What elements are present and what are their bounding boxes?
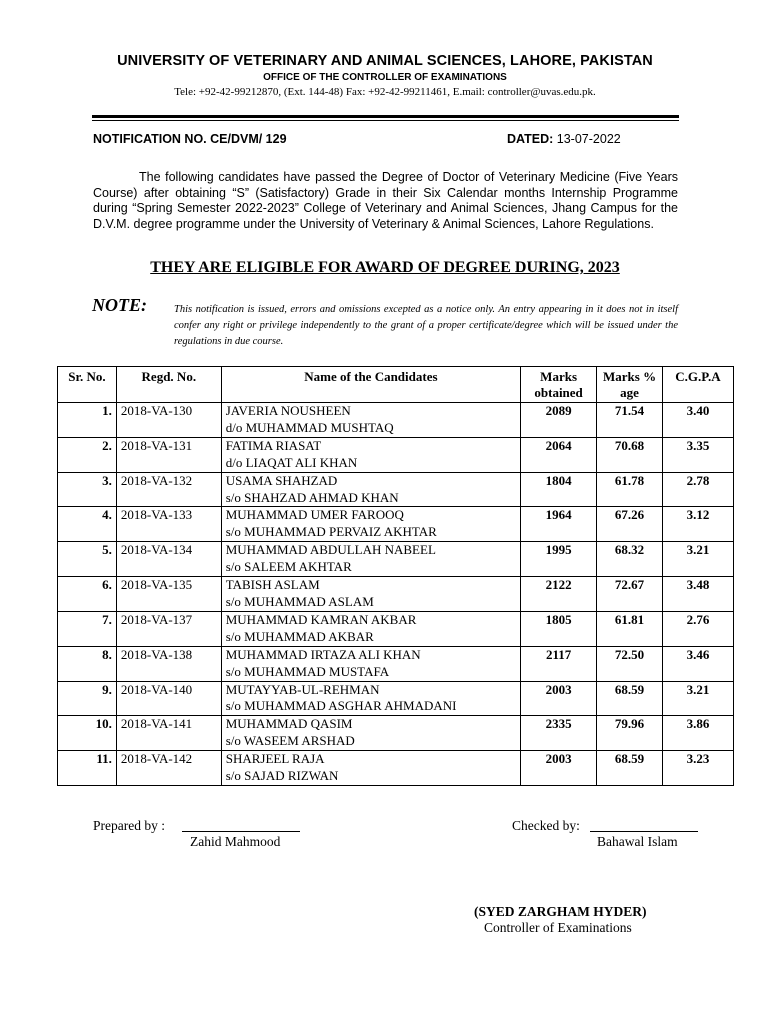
cell-marks: 1805	[521, 611, 597, 646]
cell-marks: 2003	[521, 681, 597, 716]
notification-date	[507, 132, 621, 146]
header-rule-thick	[92, 115, 679, 118]
candidate-parent: s/o WASEEM ARSHAD	[225, 733, 355, 749]
table-row	[58, 507, 734, 542]
note-label: NOTE:	[92, 295, 147, 315]
candidate-parent: s/o SALEEM AKHTAR	[225, 559, 352, 575]
header-sr: Sr. No.	[58, 367, 117, 403]
cell-sr: 3.	[58, 472, 117, 507]
cell-regd: 2018-VA-130	[116, 403, 221, 438]
cell-cgpa: 3.48	[663, 577, 734, 612]
cell-marks: 2117	[521, 646, 597, 681]
cell-marks: 2064	[521, 437, 597, 472]
cell-sr: 1.	[58, 403, 117, 438]
cell-sr: 7.	[58, 611, 117, 646]
cell-name	[221, 681, 520, 716]
cell-regd: 2018-VA-135	[116, 577, 221, 612]
candidate-name: JAVERIA NOUSHEEN	[225, 403, 351, 418]
prepared-by-label: Prepared by :	[93, 818, 165, 833]
cell-regd: 2018-VA-138	[116, 646, 221, 681]
header-name: Name of the Candidates	[221, 367, 520, 403]
cell-marks: 1995	[521, 542, 597, 577]
cell-name	[221, 577, 520, 612]
cell-name	[221, 611, 520, 646]
cell-marks: 2122	[521, 577, 597, 612]
candidate-parent: s/o MUHAMMAD AKBAR	[225, 628, 374, 644]
cell-cgpa: 3.46	[663, 646, 734, 681]
cell-sr: 6.	[58, 577, 117, 612]
cell-cgpa: 3.21	[663, 681, 734, 716]
candidate-name: MUHAMMAD QASIM	[225, 716, 353, 732]
body-paragraph: The following candidates have passed the Degree of Doctor of Veterinary Medicine (Five Years Course) after obtaining “S” (Satisfactory) Grade in their Six Calendar months Internship Programme during “Spring Semester 2022-2023” College of Veterinary and Animal Sciences, Jhang Campus for the D.V.M. degree programme under the University of Veterinary & Animal Sciences, Lahore Regulations.	[93, 170, 678, 231]
cell-pct: 68.59	[597, 681, 663, 716]
cell-marks: 2003	[521, 751, 597, 786]
candidate-name: MUHAMMAD ABDULLAH NABEEL	[225, 542, 436, 558]
candidate-name: TABISH ASLAM	[225, 577, 320, 593]
cell-cgpa: 2.78	[663, 472, 734, 507]
table-row	[58, 611, 734, 646]
cell-sr: 4.	[58, 507, 117, 542]
cell-name	[221, 507, 520, 542]
cell-regd: 2018-VA-141	[116, 716, 221, 751]
cell-name	[221, 437, 520, 472]
cell-name	[221, 646, 520, 681]
cell-regd: 2018-VA-137	[116, 611, 221, 646]
cell-name	[221, 716, 520, 751]
cell-sr: 10.	[58, 716, 117, 751]
cell-name	[221, 542, 520, 577]
contact-line: Tele: +92-42-99212870, (Ext. 144-48) Fax: +92-42-99211461, E.mail: controller@uvas.edu.pk.	[174, 86, 596, 98]
table-row	[58, 716, 734, 751]
cell-regd: 2018-VA-132	[116, 472, 221, 507]
table-row	[58, 646, 734, 681]
cell-sr: 11.	[58, 751, 117, 786]
candidate-name: USAMA SHAHZAD	[225, 472, 338, 488]
checked-by-name: Bahawal Islam	[597, 834, 678, 849]
cell-sr: 9.	[58, 681, 117, 716]
cell-sr: 2.	[58, 437, 117, 472]
cell-sr: 8.	[58, 646, 117, 681]
candidate-parent: s/o MUHAMMAD MUSTAFA	[225, 663, 390, 679]
candidate-parent: d/o MUHAMMAD MUSHTAQ	[225, 419, 394, 435]
cell-name	[221, 751, 520, 786]
table-row	[58, 751, 734, 786]
candidate-parent: s/o MUHAMMAD ASLAM	[225, 593, 374, 609]
dated-label: DATED:	[507, 132, 554, 146]
notification-number: NOTIFICATION NO. CE/DVM/ 129	[93, 132, 287, 146]
candidate-parent: d/o LIAQAT ALI KHAN	[225, 454, 358, 470]
header-cgpa: C.G.P.A	[663, 367, 734, 403]
cell-regd: 2018-VA-142	[116, 751, 221, 786]
candidate-name: MUHAMMAD UMER FAROOQ	[225, 507, 404, 523]
candidate-name: MUHAMMAD KAMRAN AKBAR	[225, 611, 417, 627]
cell-regd: 2018-VA-134	[116, 542, 221, 577]
cell-pct: 61.81	[597, 611, 663, 646]
cell-sr: 5.	[58, 542, 117, 577]
header-marks: Marks obtained	[521, 367, 597, 403]
header-pct: Marks % age	[597, 367, 663, 403]
cell-marks: 1804	[521, 472, 597, 507]
table-row	[58, 403, 734, 438]
cell-cgpa: 3.21	[663, 542, 734, 577]
office-name: OFFICE OF THE CONTROLLER OF EXAMINATIONS	[263, 72, 507, 83]
cell-name	[221, 472, 520, 507]
cell-name	[221, 403, 520, 438]
cell-cgpa: 3.23	[663, 751, 734, 786]
cell-pct: 67.26	[597, 507, 663, 542]
header-regd: Regd. No.	[116, 367, 221, 403]
cell-cgpa: 3.86	[663, 716, 734, 751]
cell-pct: 68.32	[597, 542, 663, 577]
table-header-row	[58, 367, 734, 403]
candidate-name: MUHAMMAD IRTAZA ALI KHAN	[225, 646, 421, 662]
cell-marks: 2335	[521, 716, 597, 751]
cell-pct: 71.54	[597, 403, 663, 438]
candidate-parent: s/o SAJAD RIZWAN	[225, 768, 339, 784]
cell-regd: 2018-VA-133	[116, 507, 221, 542]
checked-by-label: Checked by:	[512, 818, 580, 833]
header-rule-thin	[92, 120, 679, 121]
candidate-parent: s/o MUHAMMAD ASGHAR AHMADANI	[225, 698, 457, 714]
candidate-name: SHARJEEL RAJA	[225, 751, 325, 767]
university-name: UNIVERSITY OF VETERINARY AND ANIMAL SCIENCES, LAHORE, PAKISTAN	[117, 53, 653, 69]
cell-marks: 2089	[521, 403, 597, 438]
eligible-heading: THEY ARE ELIGIBLE FOR AWARD OF DEGREE DURING, 2023	[150, 259, 620, 276]
prepared-by-line	[182, 831, 300, 832]
cell-cgpa: 3.12	[663, 507, 734, 542]
results-table	[57, 366, 734, 786]
note-text: This notification is issued, errors and omissions excepted as a notice only. An entry appearing in it does not in itself confer any right or privilege independently to the grant of a proper certificate/degree which will be issued under the regulations in due course.	[174, 304, 678, 347]
cell-pct: 61.78	[597, 472, 663, 507]
table-row	[58, 437, 734, 472]
cell-cgpa: 3.35	[663, 437, 734, 472]
cell-pct: 70.68	[597, 437, 663, 472]
table-row	[58, 681, 734, 716]
cell-pct: 72.50	[597, 646, 663, 681]
cell-pct: 79.96	[597, 716, 663, 751]
cell-regd: 2018-VA-131	[116, 437, 221, 472]
candidate-parent: s/o SHAHZAD AHMAD KHAN	[225, 489, 399, 505]
controller-title: Controller of Examinations	[484, 920, 632, 935]
cell-cgpa: 2.76	[663, 611, 734, 646]
candidate-name: MUTAYYAB-UL-REHMAN	[225, 681, 380, 697]
candidate-name: FATIMA RIASAT	[225, 437, 322, 453]
dated-value: 13-07-2022	[556, 132, 621, 146]
table-row	[58, 542, 734, 577]
cell-pct: 72.67	[597, 577, 663, 612]
cell-marks: 1964	[521, 507, 597, 542]
cell-pct: 68.59	[597, 751, 663, 786]
prepared-by-name: Zahid Mahmood	[190, 834, 281, 849]
cell-regd: 2018-VA-140	[116, 681, 221, 716]
table-row	[58, 472, 734, 507]
candidate-parent: s/o MUHAMMAD PERVAIZ AKHTAR	[225, 524, 437, 540]
cell-cgpa: 3.40	[663, 403, 734, 438]
controller-name: (SYED ZARGHAM HYDER)	[474, 904, 647, 919]
table-row	[58, 577, 734, 612]
checked-by-line	[590, 831, 698, 832]
